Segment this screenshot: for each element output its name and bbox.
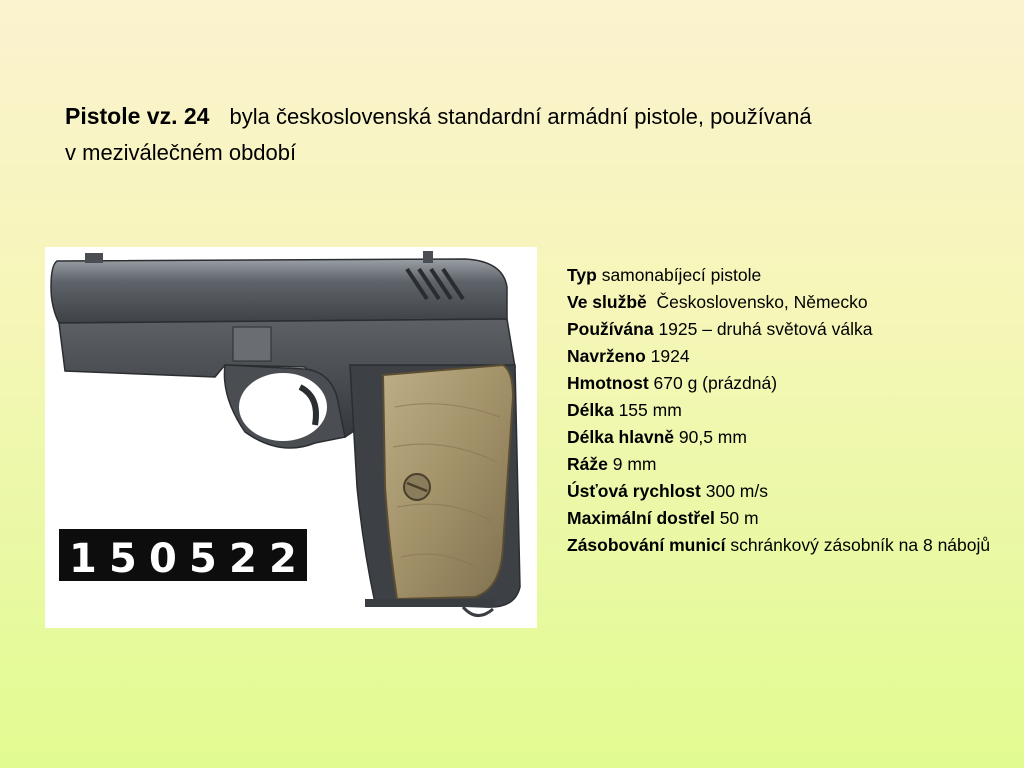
spec-value: samonabíjecí pistole xyxy=(601,265,762,285)
pistol-illustration xyxy=(45,247,537,628)
spec-value: 90,5 mm xyxy=(678,427,747,447)
spec-row-designed xyxy=(567,343,1007,370)
serial-digit: 2 xyxy=(229,536,257,582)
spec-label: Hmotnost xyxy=(567,373,649,393)
spec-label: Délka hlavně xyxy=(567,427,674,447)
serial-digit: 1 xyxy=(69,536,97,582)
spec-label: Maximální dostřel xyxy=(567,508,715,528)
spec-row-in-service xyxy=(567,289,1007,316)
spec-row-type xyxy=(567,262,1007,289)
spec-row-weight xyxy=(567,370,1007,397)
spec-label: Používána xyxy=(567,319,654,339)
serial-digit: 5 xyxy=(109,536,137,582)
spec-row-used xyxy=(567,316,1007,343)
pistol-photo xyxy=(45,247,537,628)
spec-label: Ráže xyxy=(567,454,608,474)
title-description-line2: v meziválečném období xyxy=(65,140,297,165)
spec-label: Délka xyxy=(567,400,614,420)
spec-value: Československo, Německo xyxy=(656,292,868,312)
spec-value: 50 m xyxy=(719,508,759,528)
spec-label: Zásobování municí xyxy=(567,535,726,555)
slide-title xyxy=(65,98,965,171)
spec-list xyxy=(567,262,1007,559)
spec-value: schránkový zásobník na 8 nábojů xyxy=(730,535,991,555)
title-heading: Pistole vz. 24 xyxy=(65,103,210,129)
spec-label: Ve službě xyxy=(567,292,647,312)
spec-value: 670 g (prázdná) xyxy=(653,373,778,393)
spec-row-max-range xyxy=(567,505,1007,532)
spec-value: 300 m/s xyxy=(705,481,768,501)
serial-digit: 2 xyxy=(269,536,297,582)
spec-row-feed-system xyxy=(567,532,1007,559)
spec-label: Navrženo xyxy=(567,346,646,366)
spec-row-barrel-length xyxy=(567,424,1007,451)
serial-digit: 5 xyxy=(189,536,217,582)
spec-value: 1925 – druhá světová válka xyxy=(658,319,873,339)
spec-value: 1924 xyxy=(650,346,690,366)
spec-value: 9 mm xyxy=(612,454,657,474)
serial-digit: 0 xyxy=(149,536,177,582)
spec-row-muzzle-velocity xyxy=(567,478,1007,505)
title-description: byla československá standardní armádní pistole, používaná xyxy=(229,104,812,129)
spec-row-length xyxy=(567,397,1007,424)
spec-value: 155 mm xyxy=(618,400,682,420)
spec-label: Úsťová rychlost xyxy=(567,481,701,501)
spec-row-caliber xyxy=(567,451,1007,478)
spec-label: Typ xyxy=(567,265,597,285)
